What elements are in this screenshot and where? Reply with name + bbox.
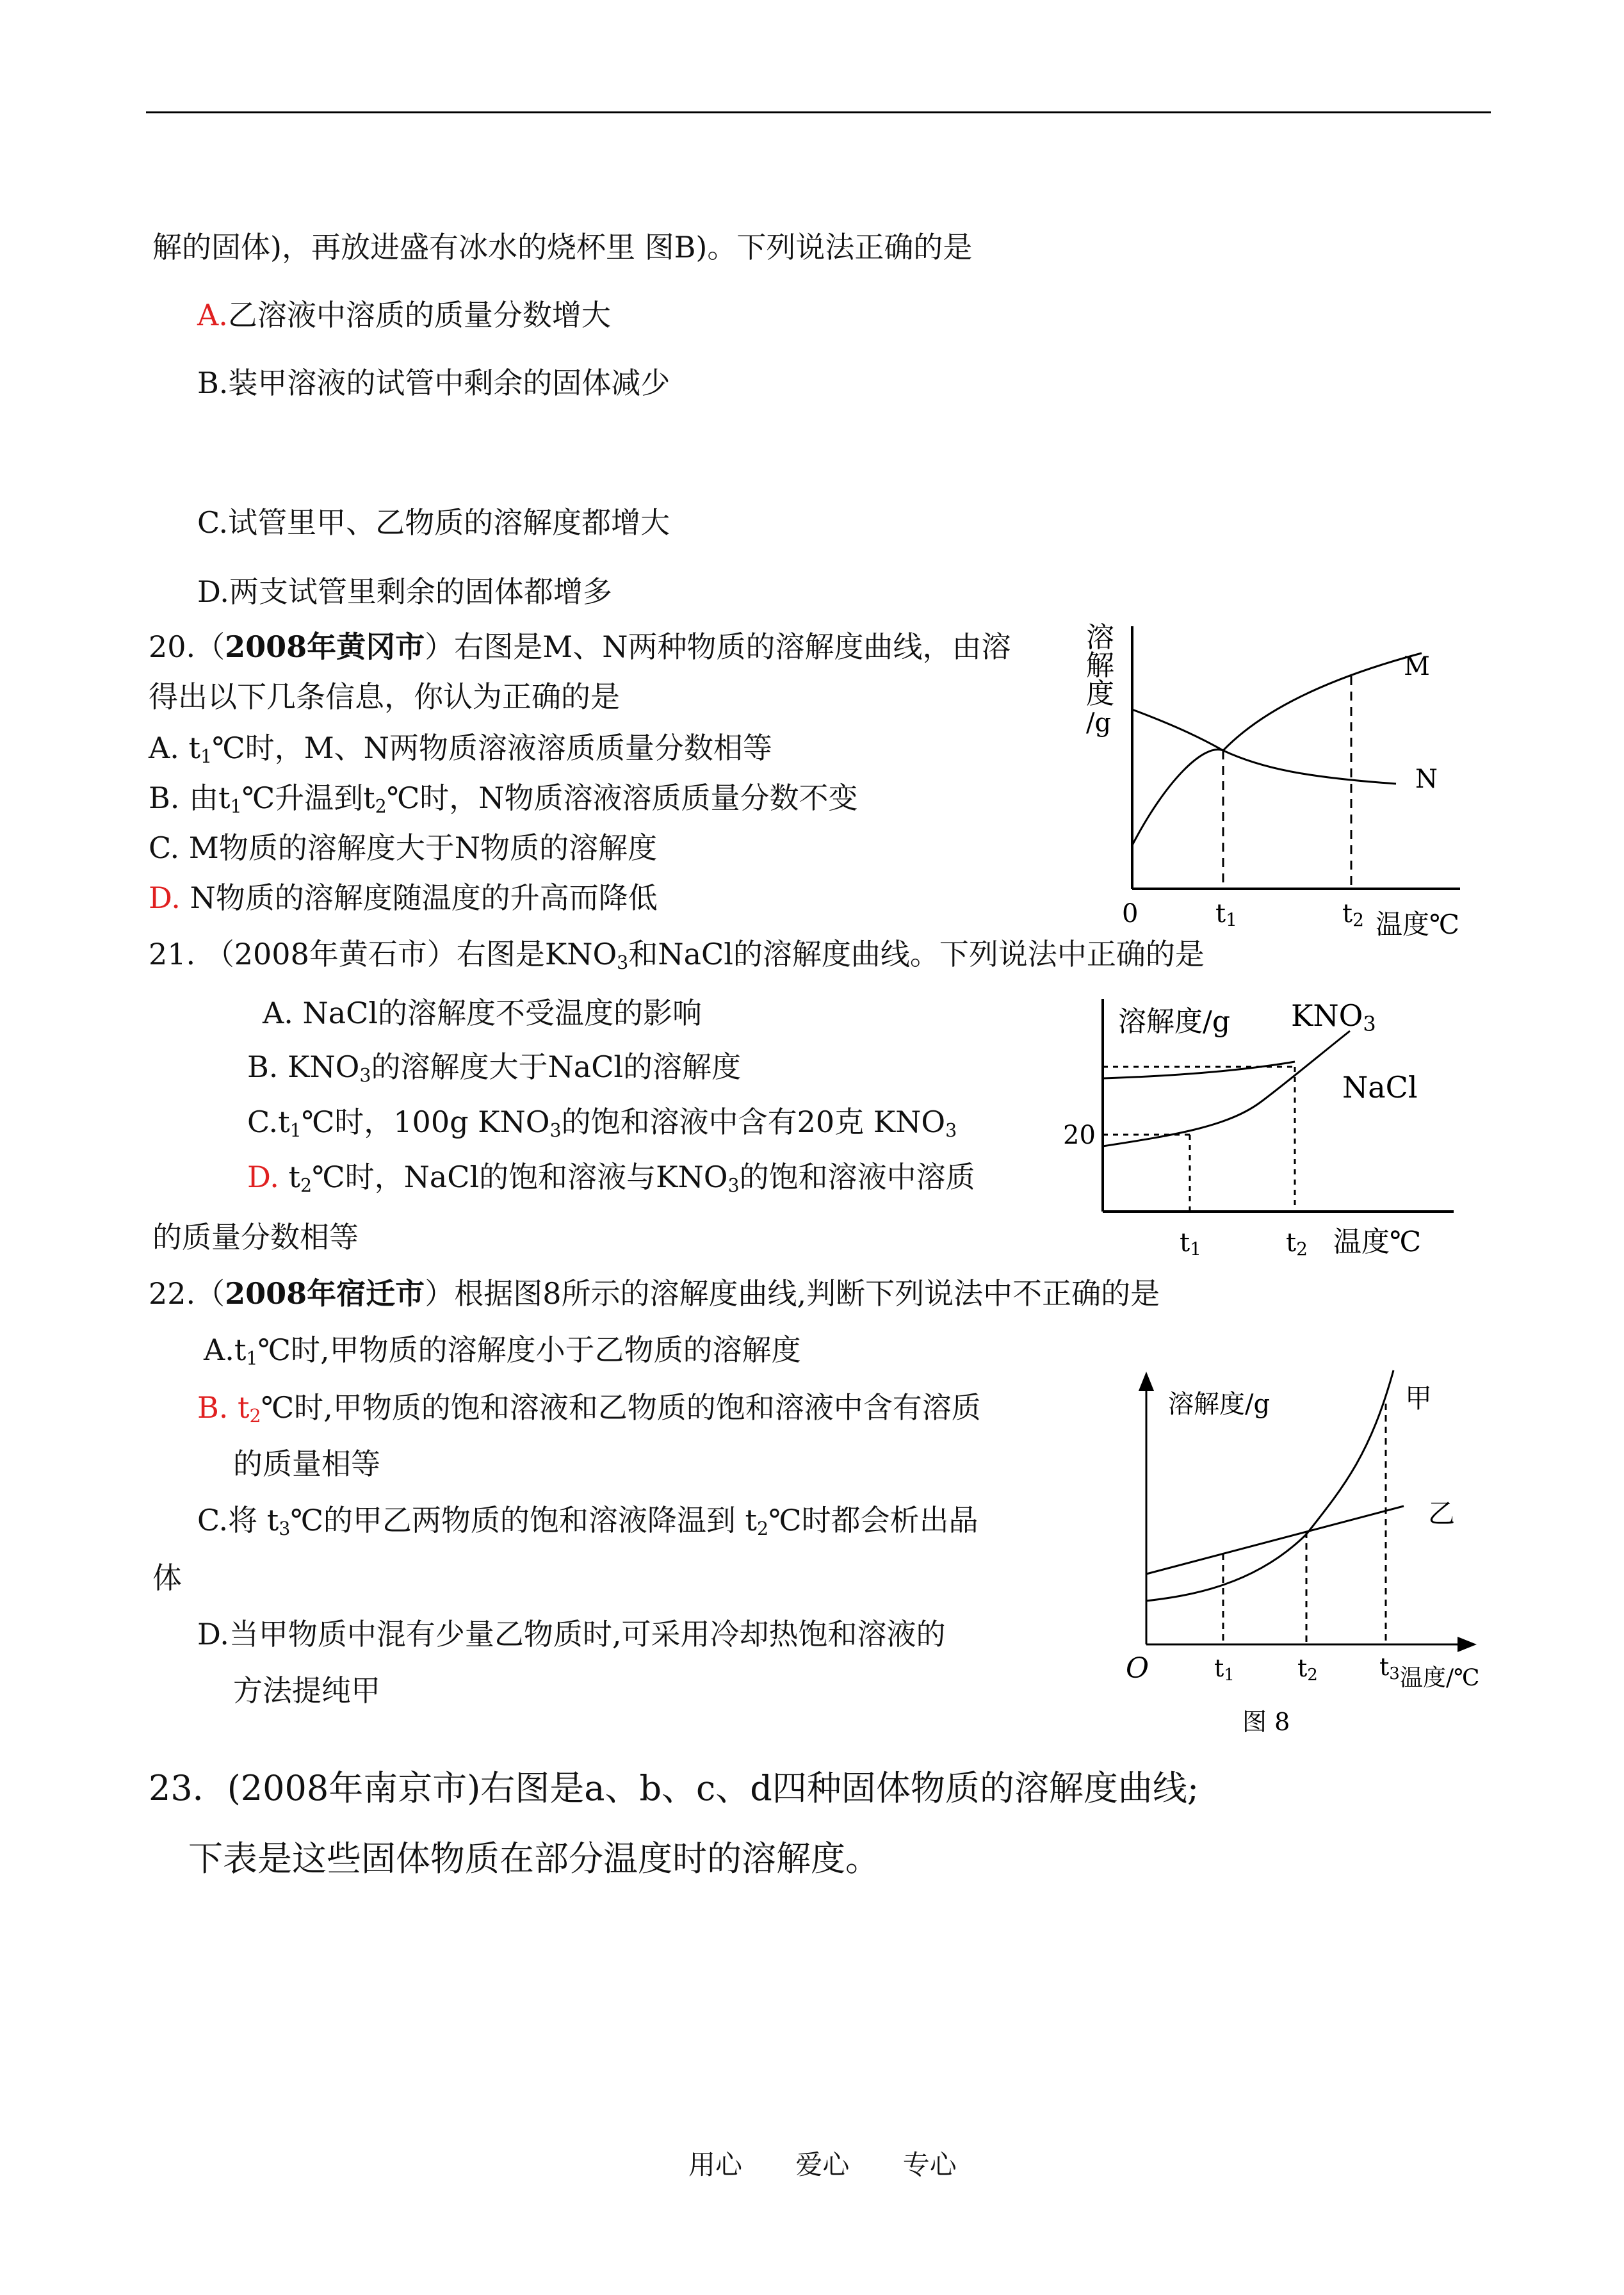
q21-curve-nacl [1103,1062,1295,1078]
q20-curve-m [1132,653,1422,845]
q20-curve-n [1132,710,1396,784]
q22-y-axis-arrow [1139,1372,1154,1391]
q22-curve-yi [1146,1506,1404,1574]
q20-stem-line2: 得出以下几条信息，你认为正确的是 [149,679,620,714]
q21-tick-t2: t2 [1286,1228,1308,1260]
q20-xlabel: 温度℃ [1376,909,1459,940]
q21-stem: 21. （2008年黄石市）右图是$KNO_3$和NaCl的溶解度曲线。下列说法中正确的是 [149,937,1205,974]
q20-ylabel-4: /g [1086,708,1112,738]
q19-stem-cont: 解的固体)，再放进盛有冰水的烧杯里 图B)。下列说法正确的是 [152,230,973,264]
q21-xlabel: 温度℃ [1333,1226,1422,1258]
q20-ylabel-1: 溶 [1086,621,1114,654]
q22-option-c: C.将 $t_3℃$的甲乙两物质的饱和溶液降温到 $t_2℃$时都会析出晶 [197,1503,978,1540]
header-rule [146,111,1491,113]
q20-origin: 0 [1122,899,1139,929]
q19-option-d: D.两支试管里剩余的固体都增多 [197,574,612,609]
footer-text-1: 用心 [688,2149,743,2180]
q22-origin: O [1126,1652,1149,1685]
q22-xlabel: 温度/℃ [1400,1665,1480,1691]
q20-tick-t1: t1 [1215,899,1237,930]
q22-tick-t2: t2 [1297,1654,1318,1685]
q21-ylabel: 溶解度/g [1118,1005,1230,1038]
q21-label-nacl: NaCl [1342,1070,1418,1105]
q21-solubility-chart [1050,993,1486,1274]
q22-option-b: B. $t_2℃$时,甲物质的饱和溶液和乙物质的饱和溶液中含有溶质 [197,1390,981,1427]
q22-ylabel: 溶解度/g [1168,1390,1271,1419]
q19-option-b: B.装甲溶液的试管中剩余的固体减少 [197,366,670,400]
q22-x-axis-arrow [1458,1637,1477,1652]
q21-option-b: B. $KNO_3$的溶解度大于NaCl的溶解度 [247,1050,742,1087]
q19-option-c: C.试管里甲、乙物质的溶解度都增大 [197,505,670,540]
q21-option-d: D. $t_2℃$时，NaCl的饱和溶液与$KNO_3$的饱和溶液中溶质 [247,1160,975,1197]
q22-option-a: $A.t_1℃$时,甲物质的溶解度小于乙物质的溶解度 [204,1333,801,1370]
q23-line2: 下表是这些固体物质在部分温度时的溶解度。 [188,1838,880,1879]
page-footer [688,2144,957,2182]
q23-line1: 23．(2008年南京市)右图是a、b、c、d四种固体物质的溶解度曲线; [149,1768,1199,1808]
q22-tick-t3: t3 [1379,1653,1400,1683]
q21-tick-t1: t1 [1180,1228,1201,1260]
q21-y20: 20 [1063,1121,1096,1150]
q22-label-yi: 乙 [1428,1498,1456,1529]
q20-option-a: A. $t_1℃$时，M、N两物质溶液溶质质量分数相等 [149,731,772,768]
q21-option-a: A. NaCl的溶解度不受温度的影响 [263,996,702,1030]
q22-option-d: D.当甲物质中混有少量乙物质时,可采用冷却热饱和溶液的 [197,1617,946,1651]
q22-solubility-chart [1114,1358,1498,1755]
q22-stem: 22.（2008年宿迁市）根据图8所示的溶解度曲线,判断下列说法中不正确的是 [149,1276,1160,1311]
q20-label-m: M [1404,652,1430,681]
q22-tick-t1: t1 [1214,1654,1235,1685]
q22-option-b-cont: 的质量相等 [233,1447,380,1481]
q20-stem-line1: 20.（2008年黄冈市）右图是M、N两种物质的溶解度曲线，由溶 [149,629,1011,664]
q20-solubility-chart [1050,615,1486,948]
q20-ylabel-3: 度 [1086,677,1114,710]
q20-ylabel-2: 解 [1086,649,1114,682]
footer-text-3: 专心 [902,2149,957,2180]
q22-option-c-cont: 体 [152,1561,182,1595]
q22-option-d-cont: 方法提纯甲 [233,1673,380,1708]
q21-option-c: $C.t_1℃$时，100g $KNO_3$的饱和溶液中含有20克 $KNO_3$ [247,1105,957,1142]
q20-option-b: B. 由$t_1℃$升温到$t_2℃$时，N物质溶液溶质质量分数不变 [149,781,858,818]
q20-label-n: N [1415,765,1438,794]
q21-label-kno3: KNO3 [1291,998,1376,1036]
q22-label-jia: 甲 [1405,1383,1433,1414]
q22-caption: 图 8 [1242,1708,1290,1736]
q20-tick-t2: t2 [1342,899,1364,930]
q20-option-c: C. M物质的溶解度大于N物质的溶解度 [149,831,658,865]
q20-option-d: D. N物质的溶解度随温度的升高而降低 [149,880,658,915]
q21-curve-kno3 [1103,1031,1350,1146]
footer-text-2: 爱心 [795,2149,850,2180]
q19-option-a: A.乙溶液中溶质的质量分数增大 [197,298,611,332]
q21-option-d-cont: 的质量分数相等 [152,1220,359,1254]
